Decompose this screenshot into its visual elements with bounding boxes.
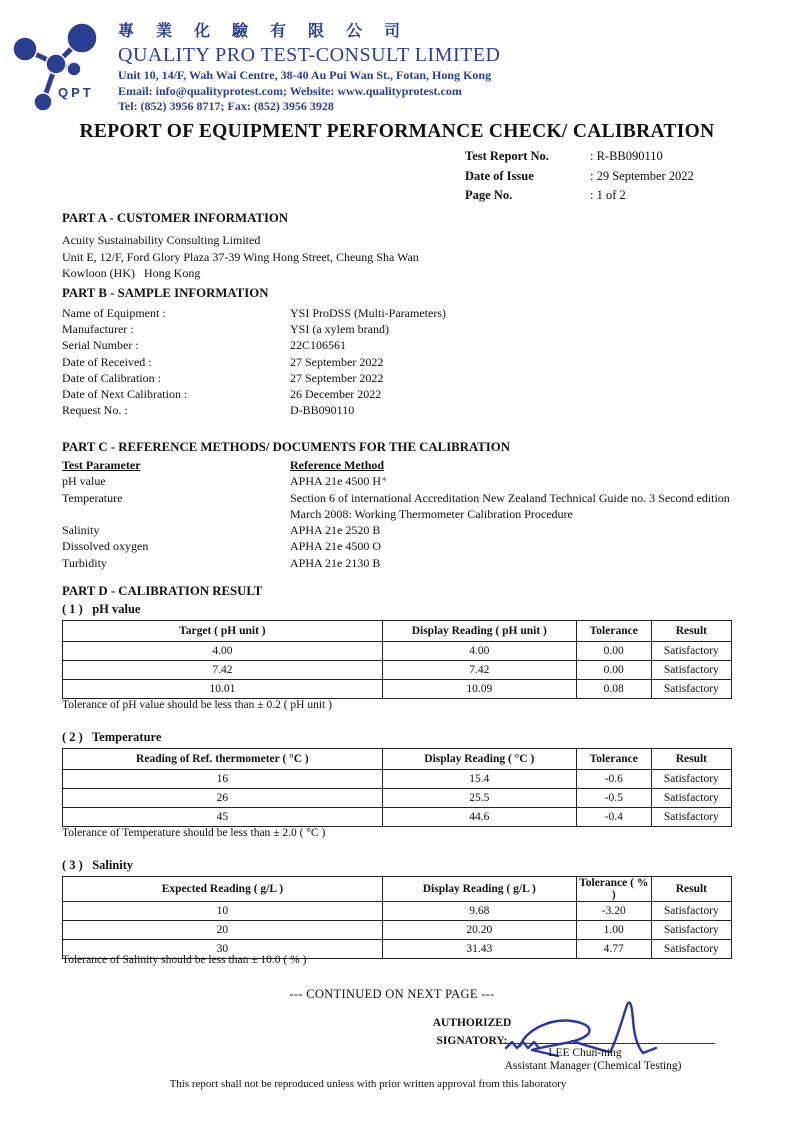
report-info-row: [465, 186, 694, 206]
signatory-title: Assistant Manager (Chemical Testing): [504, 1060, 682, 1072]
cell-result: Satisfactory: [651, 808, 731, 827]
cell-target: 10.01: [63, 680, 383, 699]
signatory-name: LEE Chun-ning: [548, 1047, 622, 1059]
sample-info-value: 27 September 2022: [290, 354, 384, 369]
cell-result: Satisfactory: [651, 940, 731, 959]
sample-info-row: [62, 402, 732, 418]
sample-info-label: Date of Next Calibration :: [62, 387, 188, 402]
test-parameter: pH value: [62, 474, 106, 489]
cell-reading: 44.6: [382, 808, 576, 827]
table-header-row: [63, 877, 732, 902]
temperature-calibration-table: [62, 748, 732, 827]
reference-row: [62, 538, 734, 554]
part-b-sample-information: [62, 286, 732, 418]
letterhead-text: [118, 12, 501, 116]
cell-target: 26: [63, 789, 383, 808]
customer-address2: Kowloon (HK) Hong Kong: [62, 266, 201, 280]
test-parameter: Salinity: [62, 523, 100, 538]
section-1-label: ( 1 ) pH value: [62, 602, 141, 616]
column-header: Expected Reading ( g/L ): [63, 877, 383, 902]
sample-info-row: [62, 305, 732, 321]
sample-info-row: [62, 370, 732, 386]
cell-result: Satisfactory: [651, 680, 731, 699]
sample-info-label: Date of Calibration :: [62, 370, 161, 385]
table-row: [63, 680, 732, 699]
ph-calibration-table: [62, 620, 732, 699]
report-info-value: : 1 of 2: [590, 188, 626, 202]
sample-info-row: [62, 354, 732, 370]
table-row: [63, 642, 732, 661]
cell-tolerance: -3.20: [576, 902, 651, 921]
reference-header-row: [62, 457, 734, 473]
reference-row: [62, 490, 734, 523]
sample-info-label: Date of Received :: [62, 354, 152, 369]
cell-result: Satisfactory: [651, 902, 731, 921]
reference-row: [62, 473, 734, 489]
part-d-heading: PART D - CALIBRATION RESULT: [62, 584, 263, 598]
cell-reading: 15.4: [382, 770, 576, 789]
column-header: Tolerance ( % ): [576, 877, 651, 902]
cell-target: 7.42: [63, 661, 383, 680]
cell-reading: 9.68: [382, 902, 576, 921]
reference-method: APHA 21e 2520 B: [290, 523, 381, 538]
cell-target: 45: [63, 808, 383, 827]
table-header-row: [63, 749, 732, 770]
reference-method: Section 6 of international Accreditation New Zealand Technical Guide no. 3 Second edition March 2008: Working Thermometer Calibration Procedure: [290, 490, 730, 521]
test-parameter: Temperature: [62, 490, 123, 505]
reference-method-header: Reference Method: [290, 458, 385, 472]
sample-info-label: Request No. :: [62, 403, 128, 418]
authorized-label-line2: SIGNATORY:: [436, 1034, 508, 1047]
customer-address1: Unit E, 12/F, Ford Glory Plaza 37-39 Wing Hong Street, Cheung Sha Wan: [62, 249, 419, 264]
report-info-value: : R-BB090110: [590, 149, 663, 163]
company-address: Unit 10, 14/F, Wah Wai Centre, 38-40 Au Pui Wan St., Fotan, Hong Kong: [118, 68, 492, 82]
cell-reading: 7.42: [382, 661, 576, 680]
cell-tolerance: -0.4: [576, 808, 651, 827]
company-tel-fax: Tel: (852) 3956 8717; Fax: (852) 3956 3928: [118, 99, 334, 113]
sample-info-value: D-BB090110: [290, 403, 355, 418]
authorized-label-line1: AUTHORIZED: [432, 1017, 512, 1029]
sample-info-label: Serial Number :: [62, 338, 139, 353]
part-b-heading: PART B - SAMPLE INFORMATION: [62, 286, 269, 300]
signature-line: [502, 1043, 715, 1044]
sample-info-value: 27 September 2022: [290, 370, 384, 385]
cell-target: 4.00: [63, 642, 383, 661]
cell-target: 20: [63, 921, 383, 940]
cell-tolerance: -0.6: [576, 770, 651, 789]
company-email-website: Email: info@qualityprotest.com; Website: www.qualityprotest.com: [118, 83, 462, 98]
column-header: Display Reading ( g/L ): [382, 877, 576, 902]
cell-result: Satisfactory: [651, 921, 731, 940]
section-2-label: ( 2 ) Temperature: [62, 730, 162, 744]
cell-reading: 10.09: [382, 680, 576, 699]
report-info-row: [465, 167, 694, 187]
temperature-tolerance-note: Tolerance of Temperature should be less than ± 2.0 ( °C ): [62, 827, 326, 839]
cell-result: Satisfactory: [651, 789, 731, 808]
cell-tolerance: 0.00: [576, 661, 651, 680]
letterhead: [8, 12, 501, 116]
report-info-block: [465, 147, 694, 206]
sample-info-row: [62, 321, 732, 337]
salinity-calibration-table: [62, 876, 732, 959]
cell-reading: 25.5: [382, 789, 576, 808]
reference-row: [62, 555, 734, 571]
column-header: Tolerance: [576, 621, 651, 642]
cell-reading: 20.20: [382, 921, 576, 940]
test-parameter: Turbidity: [62, 555, 107, 570]
column-header: Tolerance: [576, 749, 651, 770]
part-c-heading: PART C - REFERENCE METHODS/ DOCUMENTS FOR THE CALIBRATION: [62, 440, 510, 454]
cell-result: Satisfactory: [651, 642, 731, 661]
cell-reading: 31.43: [382, 940, 576, 959]
table-row: [63, 921, 732, 940]
sample-info-value: 22C106561: [290, 338, 347, 353]
table-header-row: [63, 621, 732, 642]
cell-tolerance: 0.08: [576, 680, 651, 699]
column-header: Display Reading ( °C ): [382, 749, 576, 770]
continued-on-next-page: --- CONTINUED ON NEXT PAGE ---: [289, 987, 495, 1001]
cell-tolerance: -0.5: [576, 789, 651, 808]
cell-tolerance: 4.77: [576, 940, 651, 959]
report-title: REPORT OF EQUIPMENT PERFORMANCE CHECK/ CALIBRATION: [79, 121, 715, 142]
table-row: [63, 661, 732, 680]
sample-info-row: [62, 337, 732, 353]
table-row: [63, 770, 732, 789]
report-info-value: : 29 September 2022: [590, 168, 694, 183]
column-header: Result: [651, 621, 731, 642]
reference-method: APHA 21e 2130 B: [290, 555, 381, 570]
reference-method: APHA 21e 4500 H⁺: [290, 474, 388, 489]
test-parameter: Dissolved oxygen: [62, 539, 149, 554]
report-info-row: [465, 147, 694, 167]
cell-target: 16: [63, 770, 383, 789]
cell-tolerance: 0.00: [576, 642, 651, 661]
table-row: [63, 789, 732, 808]
sample-info-value: YSI ProDSS (Multi-Parameters): [290, 306, 446, 320]
table-row: [63, 902, 732, 921]
section-3-label: ( 3 ) Salinity: [62, 858, 134, 872]
cell-tolerance: 1.00: [576, 921, 651, 940]
ph-tolerance-note: Tolerance of pH value should be less than ± 0.2 ( pH unit ): [62, 699, 332, 711]
report-info-label: Test Report No.: [465, 149, 549, 163]
column-header: Reading of Ref. thermometer ( °C ): [63, 749, 383, 770]
cell-target: 30: [63, 940, 383, 959]
sample-info-label: Manufacturer :: [62, 322, 134, 337]
cell-result: Satisfactory: [651, 770, 731, 789]
logo-qpt-text: QPT: [58, 85, 94, 100]
salinity-tolerance-note: Tolerance of Salinity should be less than ± 10.0 ( % ): [62, 954, 307, 966]
reference-row: [62, 522, 734, 538]
sample-info-row: [62, 386, 732, 402]
part-c-reference-methods: [62, 440, 734, 571]
company-logo: [8, 12, 110, 116]
cell-reading: 4.00: [382, 642, 576, 661]
report-disclaimer: This report shall not be reproduced unless with prior written approval from this laboratory: [169, 1078, 567, 1090]
sample-info-label: Name of Equipment :: [62, 306, 166, 320]
table-row: [63, 808, 732, 827]
sample-info-value: 26 December 2022: [290, 387, 382, 402]
column-header: Result: [651, 877, 731, 902]
part-a-heading: PART A - CUSTOMER INFORMATION: [62, 211, 289, 225]
company-name-english: QUALITY PRO TEST-CONSULT LIMITED: [118, 44, 501, 66]
part-a-customer-information: [62, 211, 732, 282]
test-parameter-header: Test Parameter: [62, 458, 141, 472]
customer-name: Acuity Sustainability Consulting Limited: [62, 233, 261, 247]
reference-method: APHA 21e 4500 O: [290, 539, 382, 554]
cell-result: Satisfactory: [651, 661, 731, 680]
column-header: Display Reading ( pH unit ): [382, 621, 576, 642]
sample-info-value: YSI (a xylem brand): [290, 322, 389, 337]
column-header: Target ( pH unit ): [63, 621, 383, 642]
company-name-chinese: 專 業 化 驗 有 限 公 司: [118, 23, 410, 40]
column-header: Result: [651, 749, 731, 770]
molecule-logo-icon: [8, 12, 110, 116]
report-info-label: Page No.: [465, 188, 513, 202]
cell-target: 10: [63, 902, 383, 921]
report-info-label: Date of Issue: [465, 168, 534, 183]
